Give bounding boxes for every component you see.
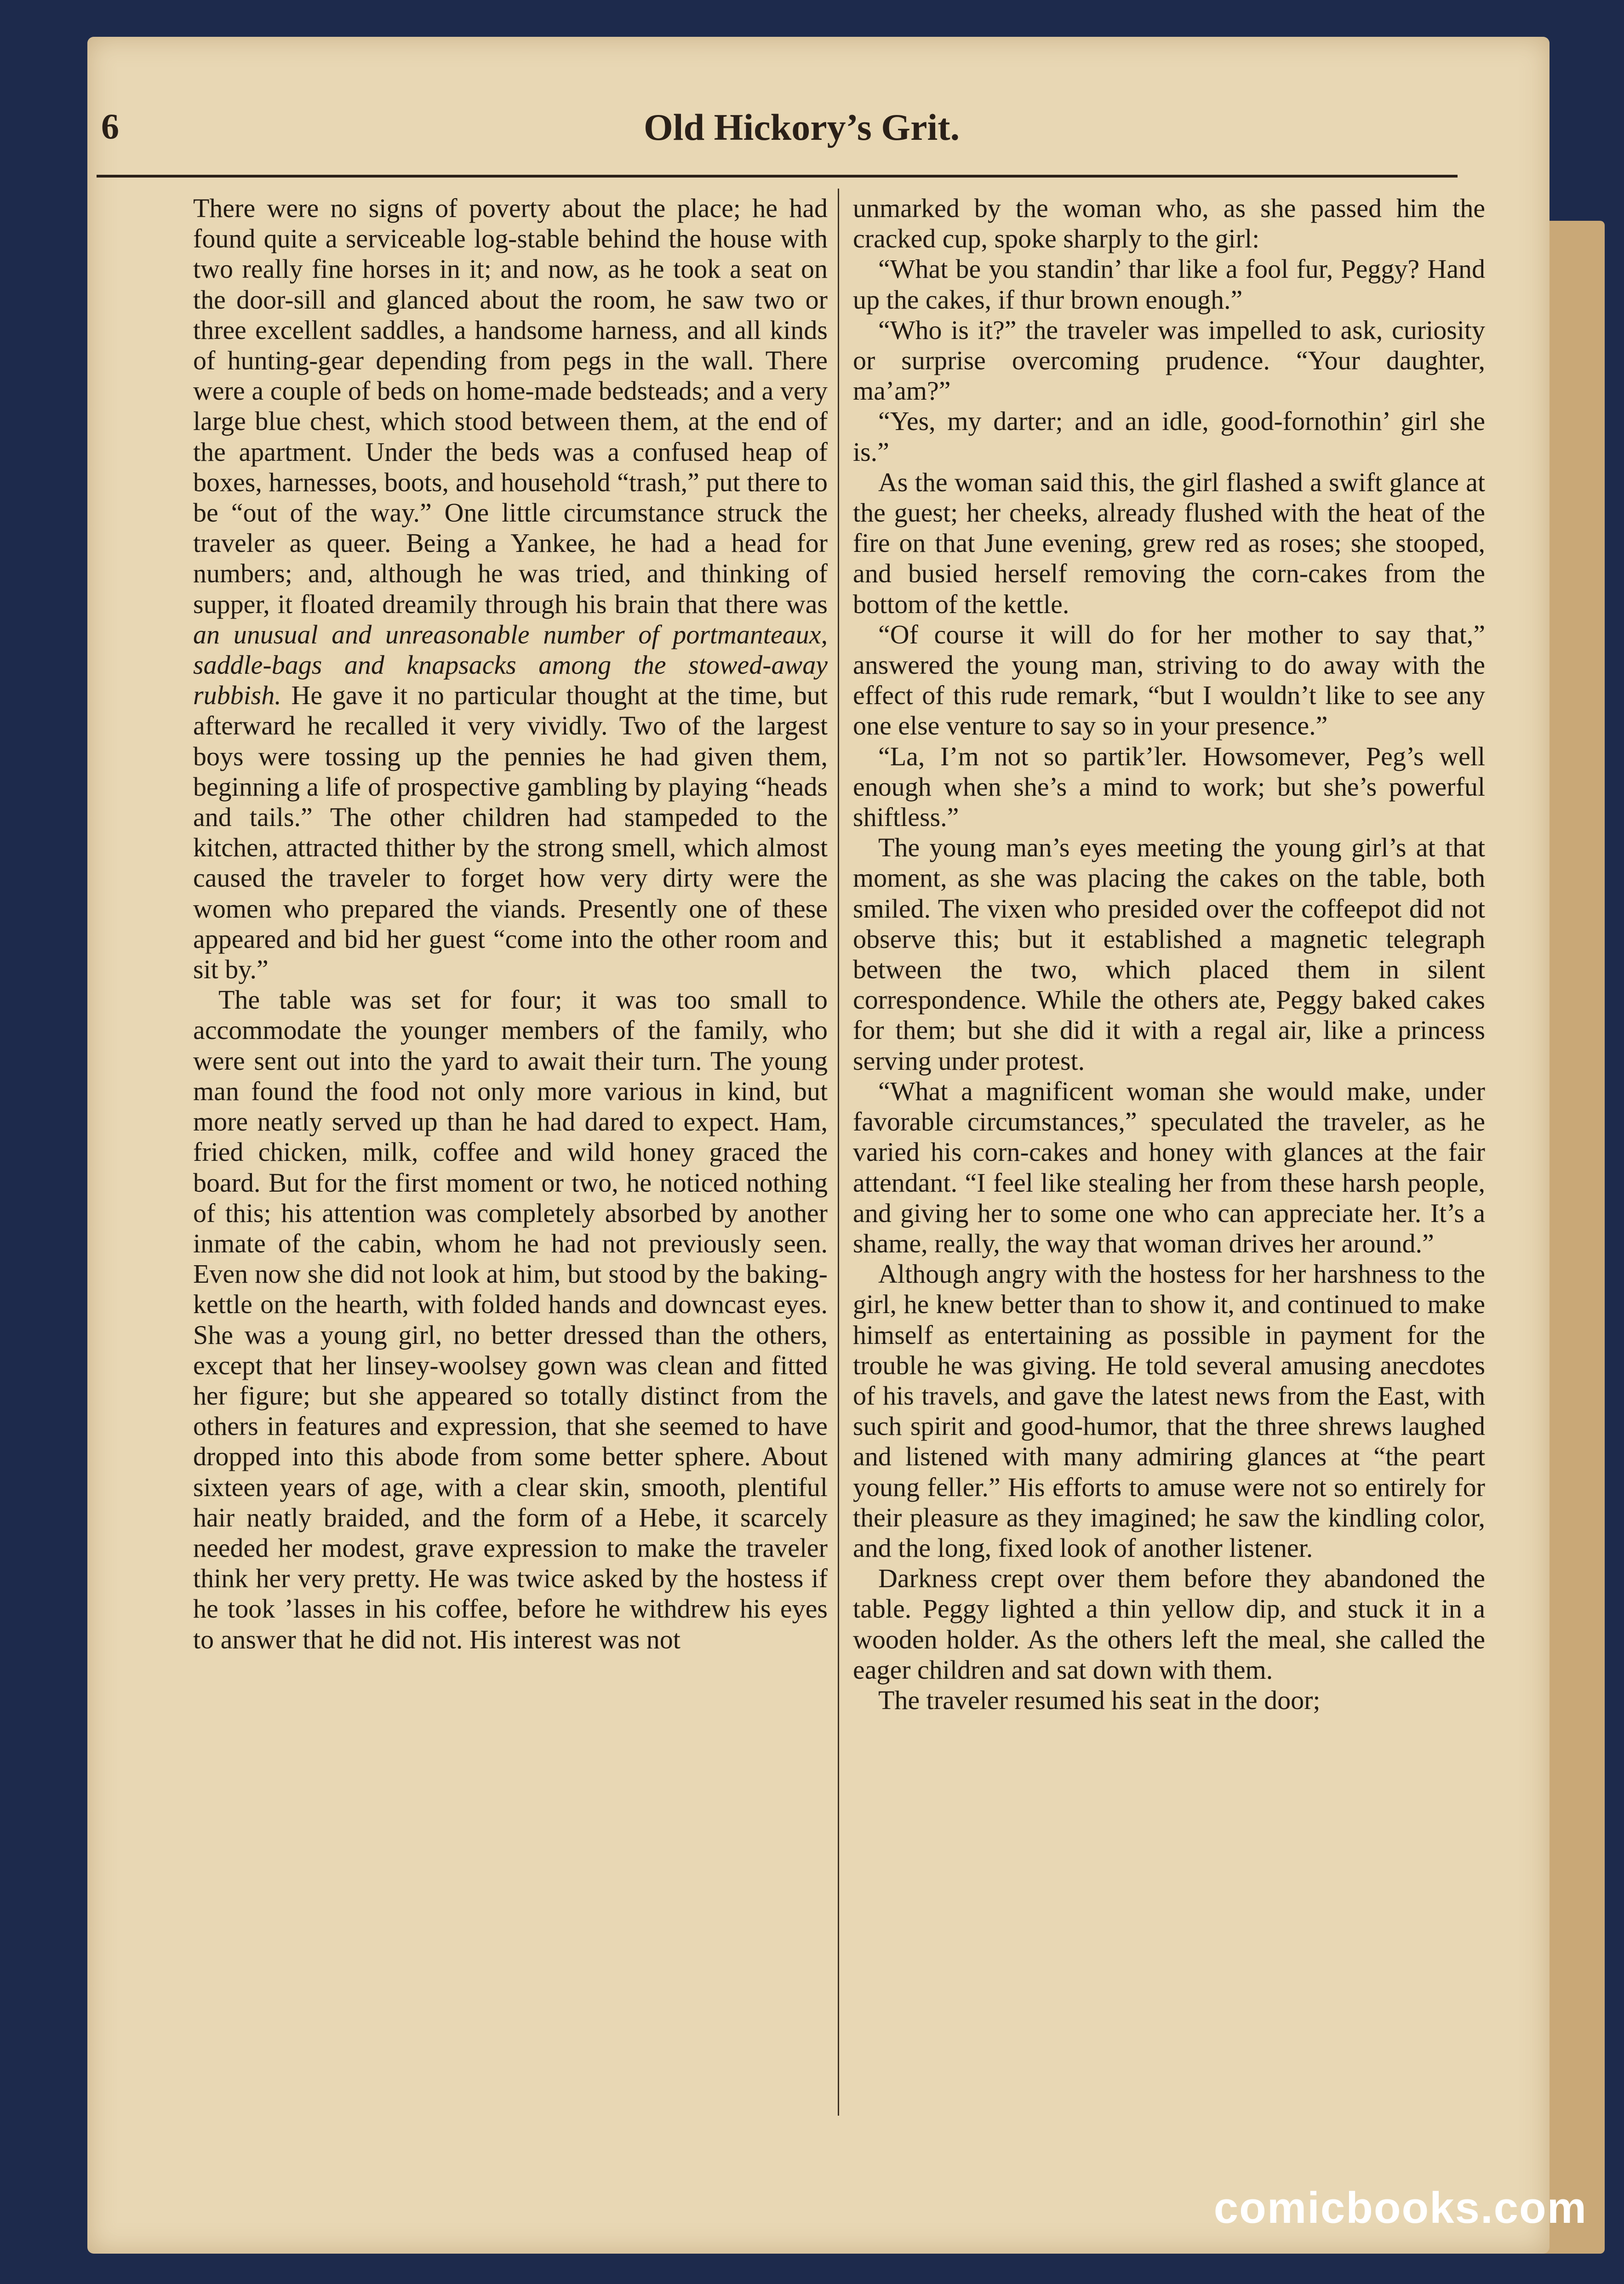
paragraph: “Who is it?” the traveler was impelled to ask, curiosity or surprise overcoming prudence. “Your daughter, ma’am?”	[853, 315, 1485, 406]
paragraph: Darkness crept over them before they abandoned the table. Peggy lighted a thin yellow dip, and stuck it in a wooden holder. As the others left the meal, she called the eager children and sat down with them.	[853, 1563, 1485, 1685]
column-divider	[838, 189, 839, 2116]
left-column	[193, 193, 828, 1655]
page-number: 6	[101, 106, 119, 146]
paragraph: As the woman said this, the girl flashed a swift glance at the guest; her cheeks, already flushed with the heat of the fire on that June evening, grew red as roses; she stooped, and busied herself removing the corn-cakes from the bottom of the kettle.	[853, 467, 1485, 619]
right-column	[853, 193, 1485, 1716]
paragraph: The traveler resumed his seat in the door;	[878, 1685, 1321, 1715]
page-header	[101, 92, 1471, 147]
paragraph: “What be you standin’ thar like a fool fur, Peggy? Hand up the cakes, if thur brown enough.”	[853, 254, 1485, 315]
text-run: He gave it no particular thought at the time, but afterward he recalled it very vividly. Two of the largest boys were tossing up the pennies he had given them, beginning a life of prospective gambling by playing “heads and tails.” The other children had stampeded to the kitchen, attracted thither by the strong smell, which almost caused the traveler to forget how very dirty were the women who prepared the viands. Presently one of these appeared and bid her guest “come into the other room and sit by.”	[193, 680, 828, 985]
paragraph: unmarked by the woman who, as she passed him the cracked cup, spoke sharply to the girl:	[853, 193, 1485, 254]
paragraph: “La, I’m not so partik’ler. Howsomever, Peg’s well enough when she’s a mind to work; but she’s powerful shiftless.”	[853, 741, 1485, 832]
paragraph: “What a magnificent woman she would make, under favorable circumstances,” speculated the traveler, as he varied his corn-cakes and honey with glances at the fair attendant. “I feel like stealing her from these harsh people, and giving her to some one who can appreciate her. It’s a shame, really, the way that woman drives her around.”	[853, 1076, 1485, 1258]
paragraph: “Of course it will do for her mother to say that,” answered the young man, striving to do away with the effect of this rude remark, “but I wouldn’t like to see any one else venture to say so in your presence.”	[853, 619, 1485, 741]
paragraph: Although angry with the hostess for her harshness to the girl, he knew better than to show it, and continued to make himself as entertaining as possible in payment for the trouble he was giving. He told several amusing anecdotes of his travels, and gave the latest news from the East, with such spirit and good-humor, that the three shrews laughed and listened with many admiring glances at “the peart young feller.” His efforts to amuse were not so entirely for their pleasure as they imagined; he saw the kindling color, and the long, fixed look of another listener.	[853, 1259, 1485, 1563]
watermark: comicbooks.com	[1213, 2183, 1587, 2232]
running-title: Old Hickory’s Grit.	[644, 106, 960, 148]
text-run: There were no signs of poverty about the place; he had found quite a serviceable log-stable behind the house with two really fine horses in it; and now, as he took a seat on the door-sill and glanced about the room, he saw two or three excellent saddles, a handsome harness, and all kinds of hunting-gear depending from pegs in the wall. There were a couple of beds on home-made bedsteads; and a very large blue chest, which stood between them, at the end of the apartment. Under the beds was a confused heap of boxes, harnesses, boots, and household “trash,” put there to be “out of the way.” One little circumstance struck the traveler as queer. Being a Yankee, he had a head for numbers; and, although he was tried, and thinking of supper, it floated dreamily through his brain that there was	[193, 193, 828, 619]
paragraph: “Yes, my darter; and an idle, good-fornothin’ girl she is.”	[853, 406, 1485, 467]
italic-text-run: an unusual and unreasonable number of portmanteaux, saddle-bags and knapsacks among the stowed-away rubbish.	[193, 619, 828, 711]
header-rule	[97, 175, 1458, 178]
paragraph: The table was set for four; it was too small to accommodate the younger members of the family, who were sent out into the yard to await their turn. The young man found the food not only more various in kind, but more neatly served up than he had dared to expect. Ham, fried chicken, milk, coffee and wild honey graced the board. But for the first moment or two, he noticed nothing of this; his attention was completely absorbed by another inmate of the cabin, whom he had not previously seen. Even now she did not look at him, but stood by the baking-kettle on the hearth, with folded hands and downcast eyes. She was a young girl, no better dressed than the others, except that her linsey-woolsey gown was clean and fitted her figure; but she appeared so totally distinct from the others in features and expression, that she seemed to have dropped into this abode from some better sphere. About sixteen years of age, with a clear skin, smooth, plentiful hair neatly braided, and the form of a Hebe, it scarcely needed her modest, grave expression to make the traveler think her very pretty. He was twice asked by the hostess if he took ’lasses in his coffee, before he withdrew his eyes to answer that he did not. His interest was not	[193, 985, 828, 1654]
paragraph	[193, 193, 828, 985]
paragraph: The young man’s eyes meeting the young girl’s at that moment, as she was placing the cakes on the table, both smiled. The vixen who presided over the coffeepot did not observe this; but it established a magnetic telegraph between the two, which placed them in silent correspondence. While the others ate, Peggy baked cakes for them; but she did it with a regal air, like a princess serving under protest.	[853, 832, 1485, 1076]
